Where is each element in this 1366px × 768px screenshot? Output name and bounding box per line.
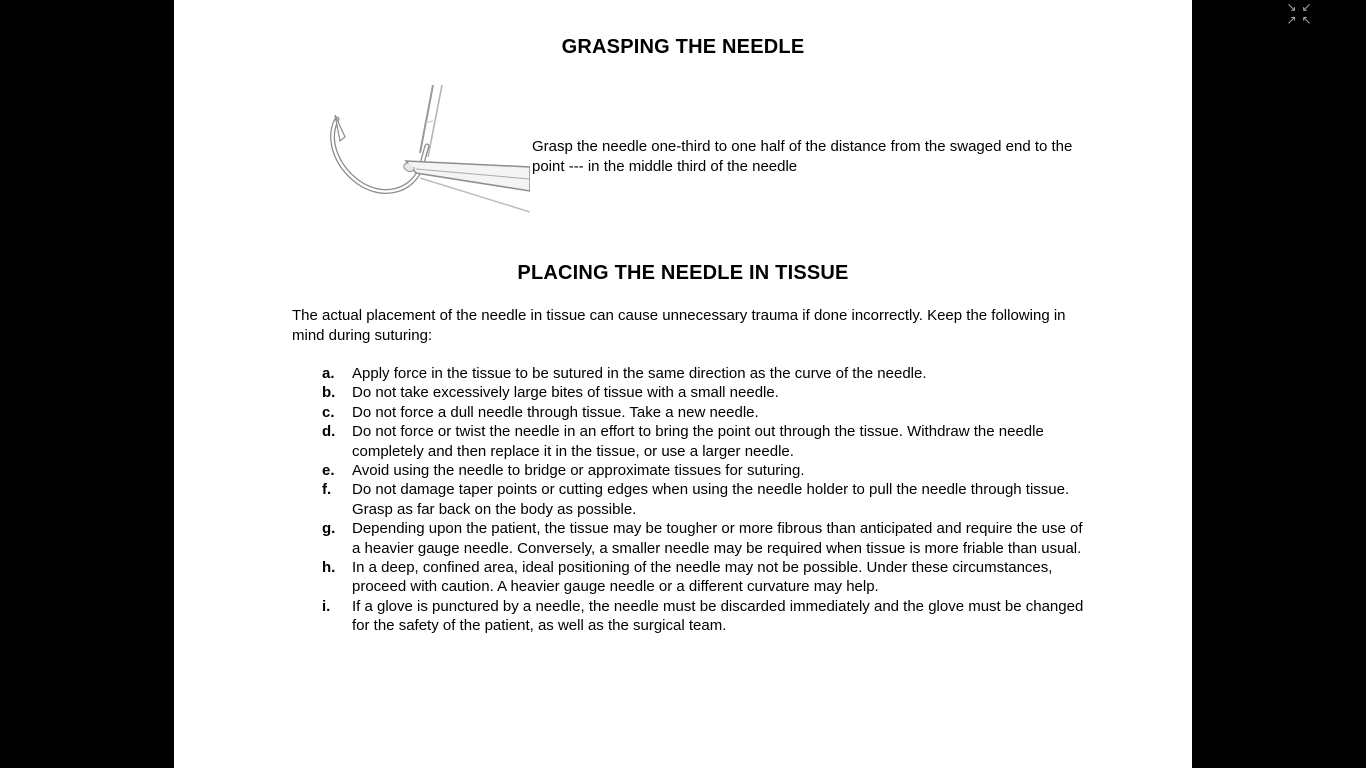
list-item-text: Do not take excessively large bites of tissue with a small needle. bbox=[352, 384, 779, 402]
list-item-text: If a glove is punctured by a needle, the needle must be discarded immediately and the glove must be changed for the safety of the patient, as well as the surgical team. bbox=[352, 597, 1084, 635]
list-item-text: In a deep, confined area, ideal positioning of the needle may not be possible. Under these circumstances, proceed with caution. A heavier gauge needle or a different curvature may help. bbox=[352, 559, 1053, 596]
list-item-letter: i. bbox=[322, 597, 331, 615]
list-item-letter: b. bbox=[322, 384, 336, 402]
exit-fullscreen-icon[interactable] bbox=[1284, 1, 1314, 27]
compress-arrow-bottom-left: ↗ bbox=[1286, 13, 1297, 27]
compress-arrow-top-right: ↙ bbox=[1301, 0, 1312, 14]
list-item bbox=[322, 422, 1090, 461]
list-item-text: Depending upon the patient, the tissue may be tougher or more fibrous than anticipated and require the use of a heavier gauge needle. Conversely, a smaller needle may be required when tissue is more friable than usual. bbox=[352, 520, 1083, 557]
figure-caption: Grasp the needle one-third to one half of the distance from the swaged end to the point --- in the middle third of the needle bbox=[532, 138, 1073, 175]
list-item-letter: h. bbox=[322, 559, 336, 577]
list-item-letter: c. bbox=[322, 403, 335, 421]
needle-illustration bbox=[320, 85, 530, 215]
section-title-grasping: GRASPING THE NEEDLE bbox=[561, 36, 805, 58]
list-item-letter: e. bbox=[322, 462, 335, 480]
list-item bbox=[322, 364, 1090, 383]
suturing-guidelines-list bbox=[322, 364, 1090, 636]
section-intro-paragraph: The actual placement of the needle in tissue can cause unnecessary trauma if done incorrectly. Keep the following in mind during suturing: bbox=[292, 307, 1066, 344]
list-item bbox=[322, 403, 1090, 422]
list-item-letter: d. bbox=[322, 423, 336, 441]
list-item bbox=[322, 597, 1090, 636]
list-item-letter: a. bbox=[322, 365, 335, 382]
list-item-text: Apply force in the tissue to be sutured in the same direction as the curve of the needle. bbox=[352, 365, 927, 382]
compress-arrow-bottom-right: ↖ bbox=[1301, 13, 1312, 27]
list-item-text: Do not force or twist the needle in an effort to bring the point out through the tissue. Withdraw the needle completely and then replace it in the tissue, or use a larger needle. bbox=[352, 423, 1044, 460]
list-item bbox=[322, 558, 1090, 597]
list-item-text: Do not force a dull needle through tissue. Take a new needle. bbox=[352, 403, 759, 421]
list-item bbox=[322, 480, 1090, 519]
needle-holder-drawing bbox=[320, 85, 530, 215]
list-item bbox=[322, 519, 1090, 558]
list-item-text: Avoid using the needle to bridge or approximate tissues for suturing. bbox=[352, 462, 805, 480]
section-title-placing: PLACING THE NEEDLE IN TISSUE bbox=[517, 262, 849, 284]
compress-arrow-top-left: ↘ bbox=[1286, 0, 1297, 14]
document-page bbox=[174, 0, 1192, 768]
list-item-letter: g. bbox=[322, 520, 336, 538]
list-item bbox=[322, 383, 1090, 402]
list-item-letter: f. bbox=[322, 481, 332, 499]
list-item-text: Do not damage taper points or cutting edges when using the needle holder to pull the needle through tissue. Grasp as far back on the body as possible. bbox=[352, 481, 1070, 518]
list-item bbox=[322, 461, 1090, 480]
